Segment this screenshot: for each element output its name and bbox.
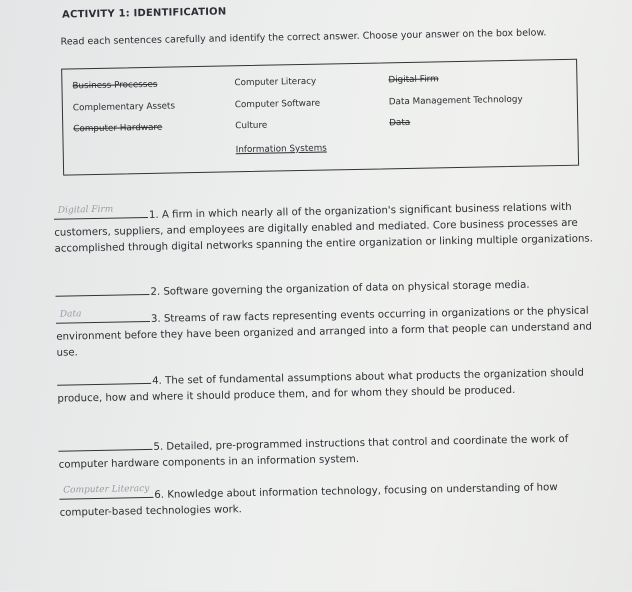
choice-computer-hardware: Computer Hardware bbox=[73, 122, 163, 135]
choice-computer-software: Computer Software bbox=[234, 98, 321, 111]
activity-title: ACTIVITY 1: IDENTIFICATION bbox=[61, 6, 227, 21]
activity-instructions: Read each sentences carefully and identify the correct answer. Choose your answer on the box below. bbox=[60, 27, 547, 48]
choice-digital-firm: Digital Firm bbox=[388, 74, 439, 86]
answer-blank-1[interactable] bbox=[54, 205, 148, 220]
question-item-5 bbox=[58, 428, 599, 473]
answer-blank-5[interactable] bbox=[58, 437, 152, 452]
answer-choice-box bbox=[61, 59, 579, 176]
question-item-4 bbox=[57, 362, 598, 407]
choice-complementary-assets: Complementary Assets bbox=[72, 101, 176, 114]
answer-blank-2[interactable] bbox=[55, 282, 149, 297]
question-item-6 bbox=[59, 476, 600, 521]
handwritten-answer-1: Digital Firm bbox=[57, 204, 114, 216]
question-text-2: 2. Software governing the organization of data on physical storage media. bbox=[150, 279, 530, 298]
choice-data: Data bbox=[389, 117, 411, 129]
question-item-1 bbox=[54, 196, 595, 257]
answer-blank-3[interactable] bbox=[56, 309, 150, 324]
answer-blank-4[interactable] bbox=[57, 371, 151, 386]
question-text-5: 5. Detailed, pre-programmed instructions that control and coordinate the work of computer hardware components in an information system. bbox=[58, 433, 569, 471]
choice-data-management-technology: Data Management Technology bbox=[388, 94, 523, 108]
question-text-3: 3. Streams of raw facts representing events occurring in organizations or the physical environment before they have been organized and arranged into a form that people can understand and use. bbox=[56, 305, 593, 359]
choice-computer-literacy: Computer Literacy bbox=[234, 76, 317, 89]
question-text-6: 6. Knowledge about information technology, focusing on understanding of how computer-based technologies work. bbox=[59, 482, 558, 519]
answer-blank-6[interactable] bbox=[59, 485, 153, 500]
choice-information-systems: Information Systems bbox=[235, 143, 327, 156]
question-text-4: 4. The set of fundamental assumptions about what products the organization should produce, how and where it should produce them, and for whom they should be produced. bbox=[57, 367, 585, 405]
handwritten-answer-6: Computer Literacy bbox=[63, 483, 150, 496]
handwritten-answer-3: Data bbox=[59, 309, 82, 320]
question-item-3 bbox=[56, 300, 597, 361]
question-item-2 bbox=[55, 273, 595, 302]
choice-business-processes: Business Processes bbox=[72, 79, 158, 92]
question-list bbox=[54, 196, 594, 519]
question-text-1: 1. A firm in which nearly all of the organization's significant business relations with customers, suppliers, and employees are digitally enabled and mediated. Core business processes are accomplished through digital networks spanning the entire organization or linking multiple organizations. bbox=[54, 201, 594, 255]
choice-culture: Culture bbox=[235, 120, 268, 132]
